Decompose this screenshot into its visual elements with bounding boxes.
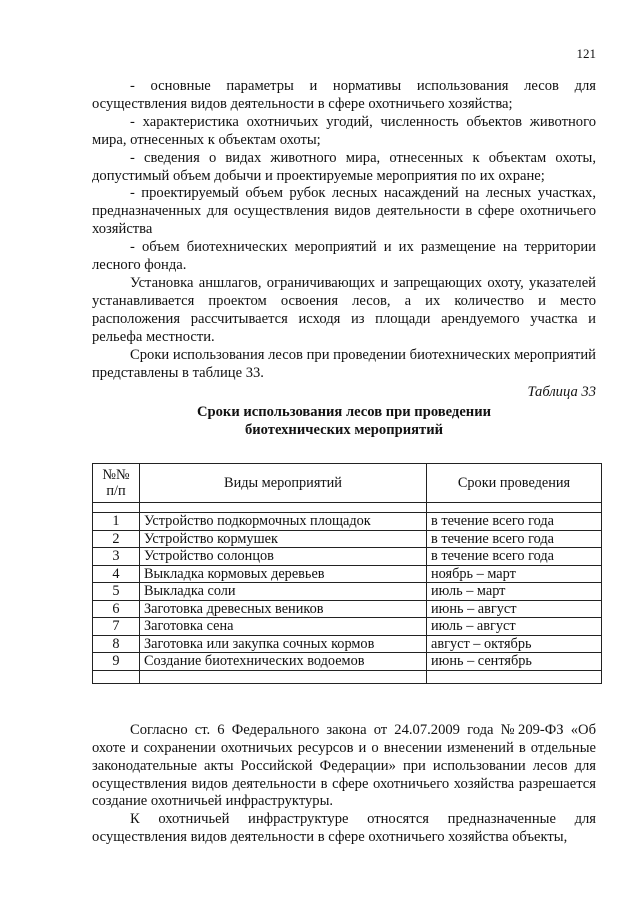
row-period: в течение всего года xyxy=(427,548,602,566)
row-period: июнь – сентябрь xyxy=(427,653,602,671)
row-number: 6 xyxy=(93,600,140,618)
paragraph-table-reference: Сроки использования лесов при проведении биотехнических мероприятий представлены в таблице 33. xyxy=(92,346,596,381)
table-title xyxy=(92,404,596,439)
row-period: август – октябрь xyxy=(427,635,602,653)
page-number: 121 xyxy=(576,46,596,61)
paragraph-biotech-volume: - объем биотехнических мероприятий и их размещение на территории лесного фонда. xyxy=(92,239,596,274)
row-activity: Устройство подкормочных площадок xyxy=(140,513,427,531)
table-row xyxy=(93,530,602,548)
table-row xyxy=(93,548,602,566)
paragraph-main-parameters: - основные параметры и нормативы использования лесов для осуществления видов деятельности в сфере охотничьего хозяйства; xyxy=(92,78,596,112)
row-activity: Создание биотехнических водоемов xyxy=(140,653,427,671)
paragraph-signs-installation: Установка аншлагов, ограничивающих и запрещающих охоту, указателей устанавливается проектом освоения лесов, а их количество и место расположения рассчитывается исходя из площади арендуемого участка и рельефа местности. xyxy=(92,274,596,345)
paragraph-federal-law: Согласно ст. 6 Федерального закона от 24.07.2009 года №209-ФЗ «Об охоте и сохранении охотничьих ресурсов и о внесении изменений в отдельные законодательные акты Российской Федерации» при использовании лесов для осуществления видов деятельности в сфере охотничьего хозяйства разрешается создание охотничьей инфраструктуры. xyxy=(92,721,596,810)
table-header-row xyxy=(93,464,602,503)
biotech-measures-table xyxy=(92,463,602,684)
row-period: июнь – август xyxy=(427,600,602,618)
document-body xyxy=(92,78,596,847)
row-activity: Выкладка соли xyxy=(140,583,427,601)
row-number: 7 xyxy=(93,618,140,636)
row-period: июль – август xyxy=(427,618,602,636)
row-activity: Заготовка древесных веников xyxy=(140,600,427,618)
row-number: 4 xyxy=(93,565,140,583)
row-period: июль – март xyxy=(427,583,602,601)
table-row xyxy=(93,653,602,671)
paragraph-hunting-grounds: - характеристика охотничьих угодий, численность объектов животного мира, отнесенных к объектам охоты; xyxy=(92,113,596,148)
row-number: 3 xyxy=(93,548,140,566)
paragraph-hunting-infrastructure: К охотничьей инфраструктуре относятся предназначенные для осуществления видов деятельности в сфере охотничьего хозяйства объекты, xyxy=(92,811,596,846)
row-period: ноябрь – март xyxy=(427,565,602,583)
table-label: Таблица 33 xyxy=(527,384,596,401)
row-activity: Заготовка сена xyxy=(140,618,427,636)
row-activity: Выкладка кормовых деревьев xyxy=(140,565,427,583)
row-period: в течение всего года xyxy=(427,530,602,548)
table-body xyxy=(93,503,602,684)
table-row xyxy=(93,635,602,653)
row-activity: Устройство солонцов xyxy=(140,548,427,566)
header-number-line-2: п/п xyxy=(106,483,126,500)
row-activity: Заготовка или закупка сочных кормов xyxy=(140,635,427,653)
row-number: 9 xyxy=(93,653,140,671)
header-period: Сроки проведения xyxy=(427,464,602,503)
table-spacer-row xyxy=(93,503,602,513)
row-number: 5 xyxy=(93,583,140,601)
table-end-row xyxy=(93,670,602,683)
closing-section xyxy=(92,722,596,847)
table-row xyxy=(93,565,602,583)
table-row xyxy=(93,583,602,601)
table-title-line-1: Сроки использования лесов при проведении xyxy=(196,404,492,421)
header-number xyxy=(93,464,140,503)
paragraph-animal-species: - сведения о видах животного мира, отнесенных к объектам охоты, допустимый объем добычи и проектируемые мероприятия по их охране; xyxy=(92,149,596,184)
header-number-line-1: №№ xyxy=(102,466,130,483)
table-title-line-2: биотехнических мероприятий xyxy=(244,421,444,438)
row-activity: Устройство кормушек xyxy=(140,530,427,548)
row-number: 1 xyxy=(93,513,140,531)
row-number: 8 xyxy=(93,635,140,653)
table-row xyxy=(93,618,602,636)
header-activity: Виды мероприятий xyxy=(140,464,427,503)
table-row xyxy=(93,600,602,618)
paragraph-felling-volume: - проектируемый объем рубок лесных насаждений на лесных участках, предназначенных для осуществления видов деятельности в сфере охотничьего хозяйства xyxy=(92,185,596,238)
table-row xyxy=(93,513,602,531)
row-period: в течение всего года xyxy=(427,513,602,531)
row-number: 2 xyxy=(93,530,140,548)
